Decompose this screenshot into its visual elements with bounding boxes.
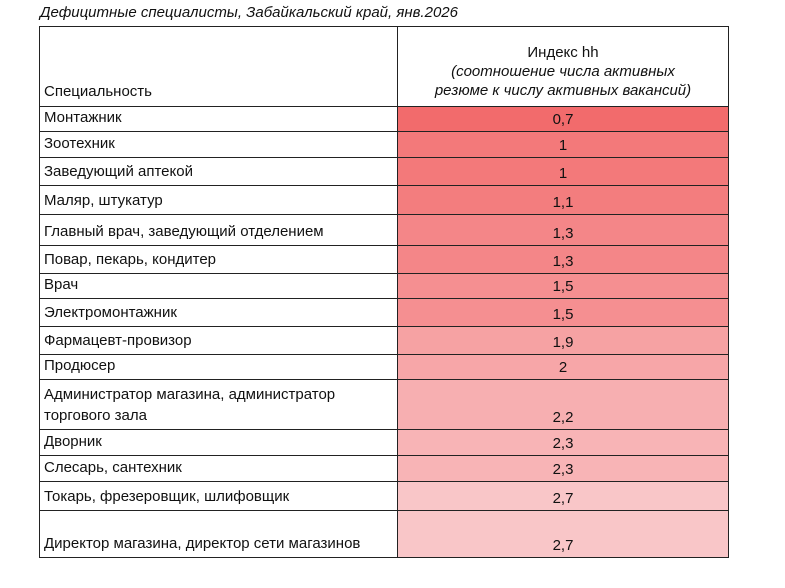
table-row <box>40 355 729 380</box>
specialty-cell: Дворник <box>40 430 398 456</box>
table-row <box>40 380 729 430</box>
index-value-cell: 1,5 <box>398 274 729 299</box>
table-row <box>40 246 729 274</box>
header-row <box>40 27 729 107</box>
specialty-cell: Электромонтажник <box>40 299 398 327</box>
specialty-cell: Заведующий аптекой <box>40 158 398 186</box>
header-specialty: Специальность <box>40 27 398 107</box>
index-value-cell: 1,3 <box>398 246 729 274</box>
table-row <box>40 158 729 186</box>
specialty-cell: Администратор магазина, администратор торгового зала <box>40 380 398 430</box>
table-row <box>40 107 729 132</box>
index-value-cell: 2 <box>398 355 729 380</box>
index-value-cell: 2,7 <box>398 482 729 511</box>
table-row <box>40 186 729 215</box>
specialty-cell: Монтажник <box>40 107 398 132</box>
header-index-subtitle-2: резюме к числу активных вакансий) <box>434 82 692 99</box>
index-value-cell: 1 <box>398 158 729 186</box>
index-value-cell: 2,7 <box>398 511 729 558</box>
table-row <box>40 274 729 299</box>
table-row <box>40 132 729 158</box>
table-row <box>40 299 729 327</box>
index-value-cell: 1,3 <box>398 215 729 246</box>
table-row <box>40 430 729 456</box>
specialty-cell: Маляр, штукатур <box>40 186 398 215</box>
specialty-cell: Повар, пекарь, кондитер <box>40 246 398 274</box>
specialty-cell: Директор магазина, директор сети магазинов <box>40 511 398 558</box>
header-index-subtitle-1: (соотношение числа активных <box>451 63 675 80</box>
specialty-cell: Слесарь, сантехник <box>40 456 398 482</box>
deficit-specialists-table <box>39 26 729 558</box>
table-title: Дефицитные специалисты, Забайкальский край, янв.2026 <box>40 4 458 21</box>
table-row <box>40 215 729 246</box>
table-row <box>40 456 729 482</box>
specialty-cell: Продюсер <box>40 355 398 380</box>
index-value-cell: 2,2 <box>398 380 729 430</box>
specialty-cell: Главный врач, заведующий отделением <box>40 215 398 246</box>
index-value-cell: 1,5 <box>398 299 729 327</box>
index-value-cell: 1,9 <box>398 327 729 355</box>
header-index-title: Индекс hh <box>527 44 599 61</box>
specialty-cell: Зоотехник <box>40 132 398 158</box>
specialty-cell: Фармацевт-провизор <box>40 327 398 355</box>
index-value-cell: 2,3 <box>398 430 729 456</box>
index-value-cell: 1 <box>398 132 729 158</box>
table-row <box>40 482 729 511</box>
header-index <box>398 27 729 107</box>
specialty-cell: Врач <box>40 274 398 299</box>
specialty-cell: Токарь, фрезеровщик, шлифовщик <box>40 482 398 511</box>
table-row <box>40 511 729 558</box>
index-value-cell: 2,3 <box>398 456 729 482</box>
index-value-cell: 1,1 <box>398 186 729 215</box>
table-row <box>40 327 729 355</box>
index-value-cell: 0,7 <box>398 107 729 132</box>
